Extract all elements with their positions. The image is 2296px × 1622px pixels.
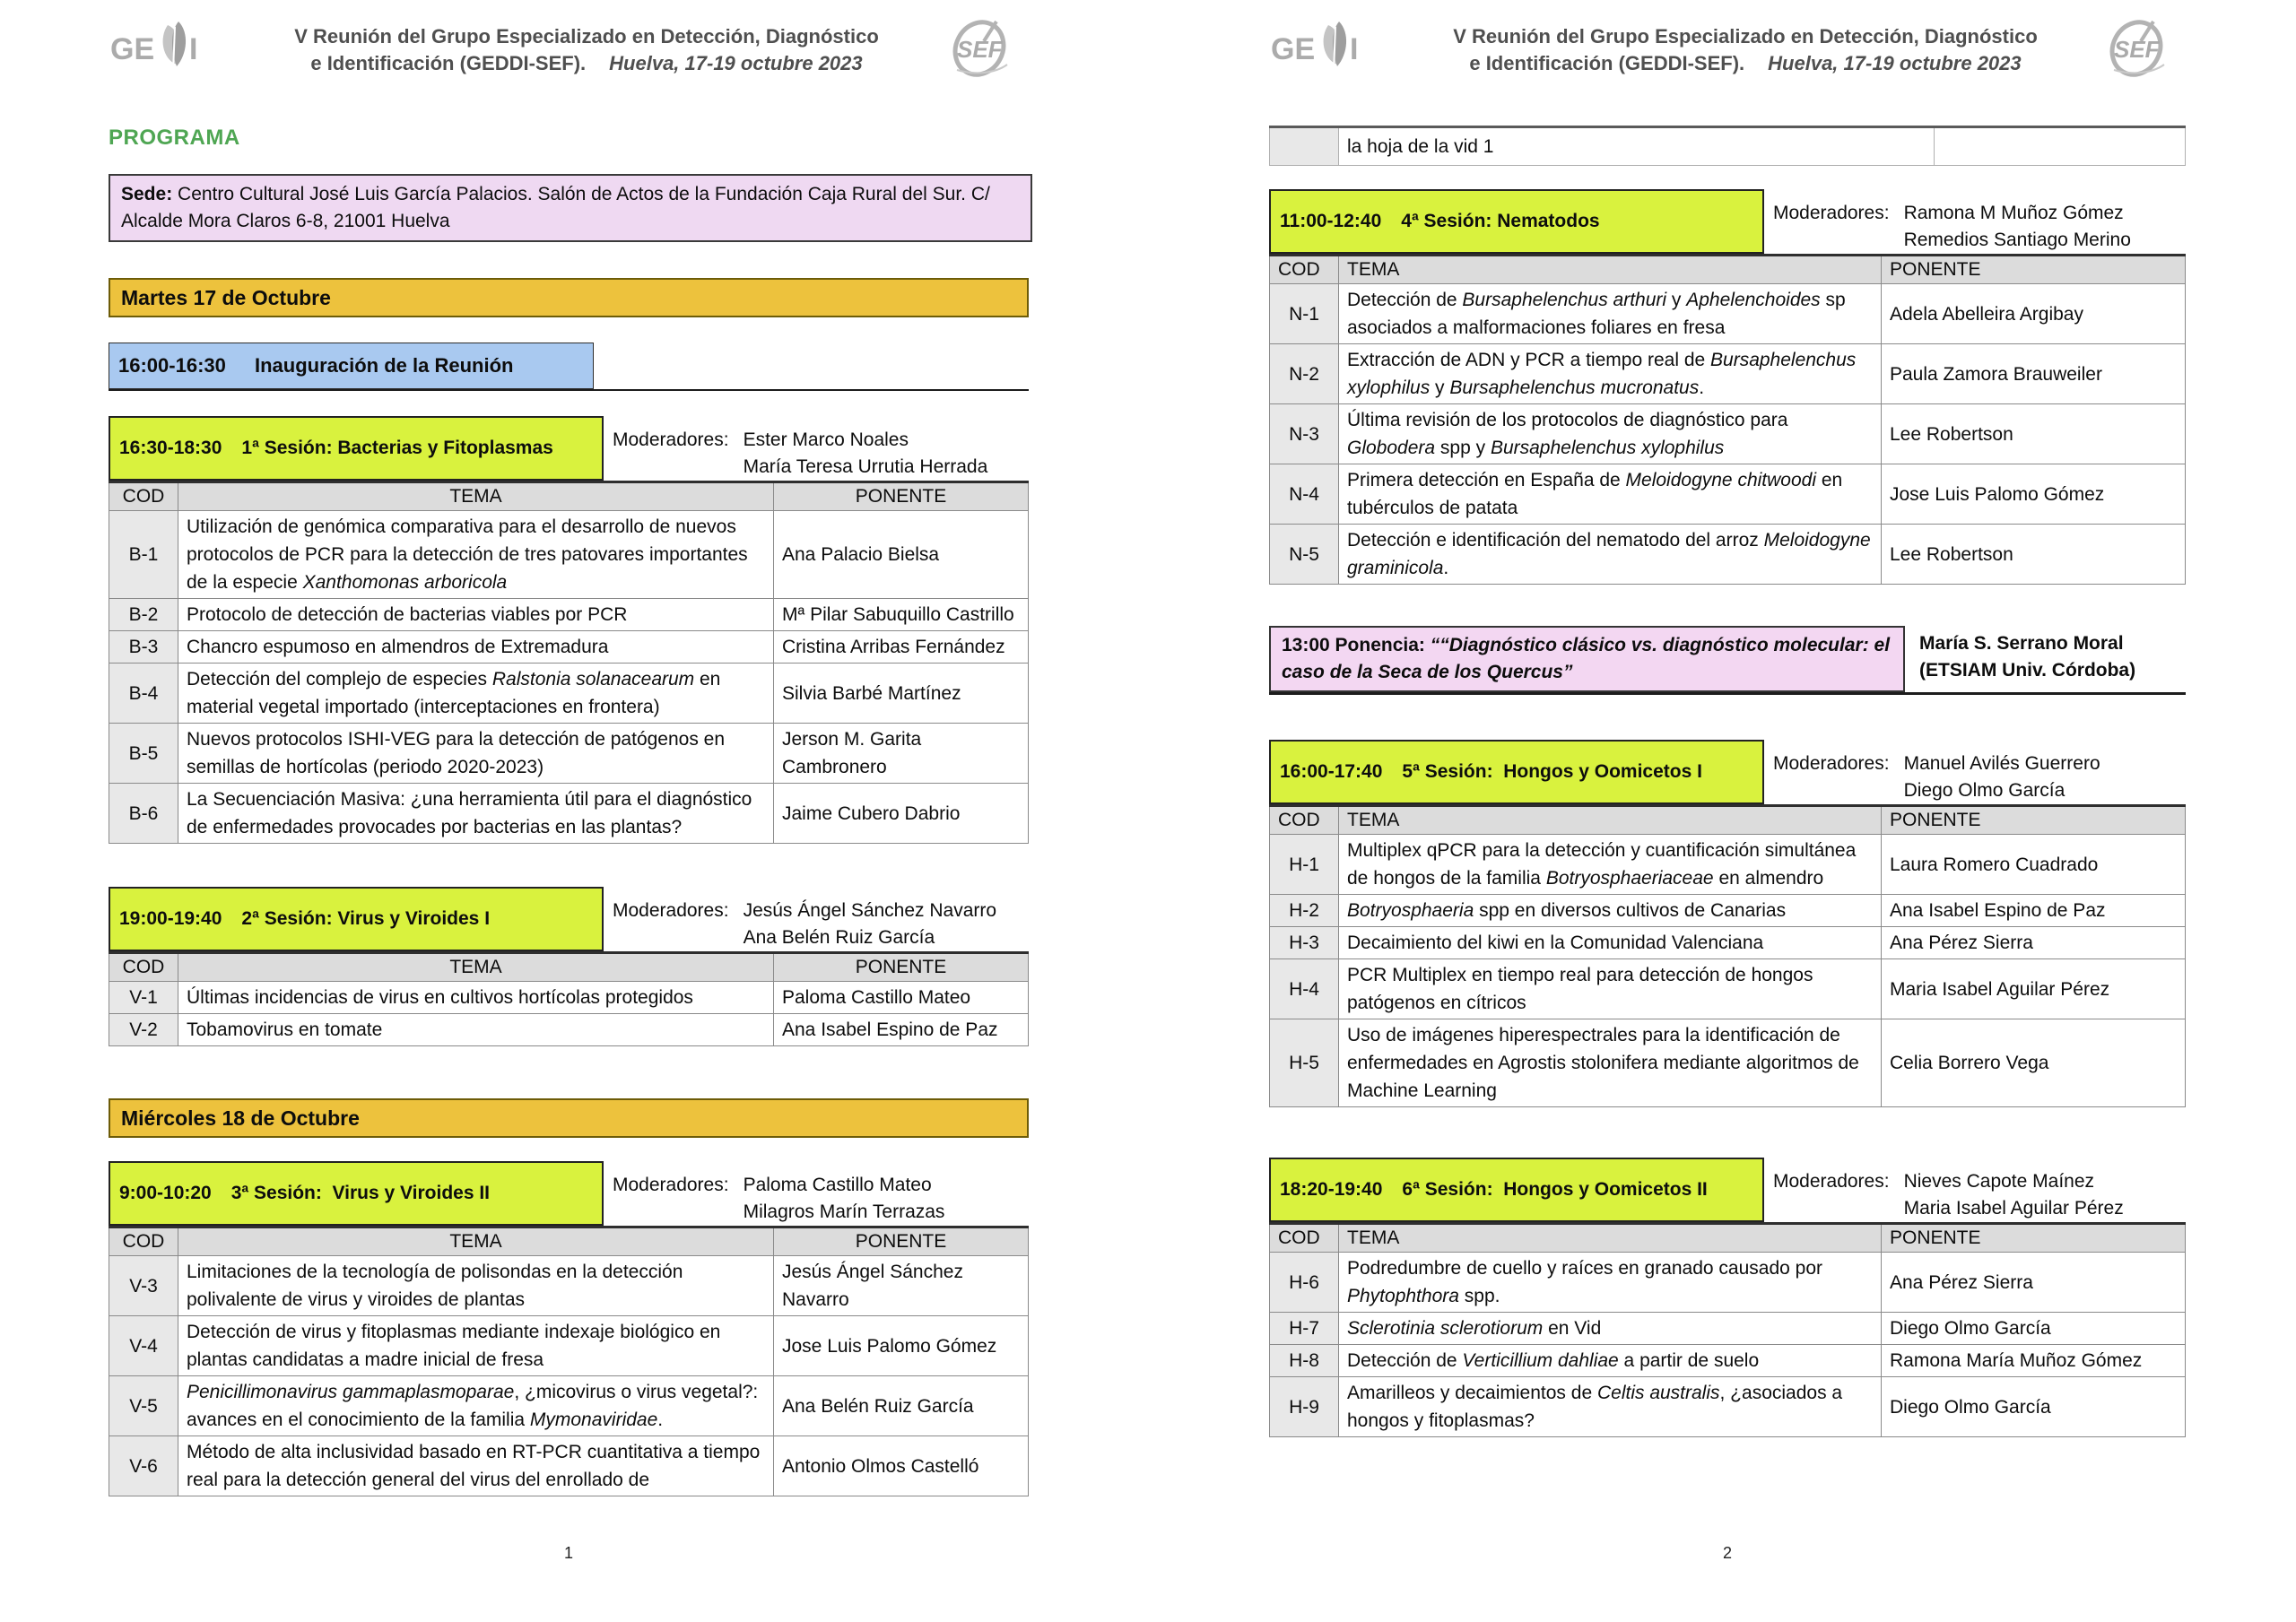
session-title: 2ª Sesión: Virus y Viroides I [241,908,491,929]
sef-logo-text: SEF [957,36,1003,63]
session-title-box [1269,189,1764,254]
moderators-names [1904,200,2131,254]
session-table [109,951,1029,1046]
table-header-row [109,482,1029,511]
cell-cod: H-7 [1270,1313,1339,1345]
session-header-row [1269,740,2186,804]
table-row [1270,895,2186,927]
opening-row [109,343,1029,391]
topic-text: spp en diversos cultivos de Canarias [1474,900,1787,921]
header-ponente: PONENTE [774,482,1029,511]
table-head [1270,256,2186,284]
table-body [109,982,1029,1046]
programa-heading: PROGRAMA [109,126,240,150]
session-3 [109,1161,1029,1496]
cell-tema [178,511,774,599]
species-name: Botryosphaeriaceae [1545,868,1714,889]
topic-text: . [657,1409,664,1430]
topic-text: y [1430,377,1450,398]
cell-cod: N-5 [1270,525,1339,585]
table-head [109,1227,1029,1256]
moderator-name: Manuel Avilés Guerrero [1903,753,2100,774]
table-row [1270,835,2186,895]
cell-ponente: Mª Pilar Sabuquillo Castrillo [774,599,1029,631]
header-tema: TEMA [178,953,774,982]
cell-ponente: Ana Isabel Espino de Paz [774,1014,1029,1046]
topic-text: Nuevos protocolos ISHI-VEG para la detección de patógenos en semillas de hortícolas (periodo 2020-2023) [187,729,726,777]
cell-cod: B-3 [109,631,178,664]
moderator-name: Ester Marco Noales [743,429,909,450]
table-body [1270,284,2186,585]
topic-text: Utilización de genómica comparativa para el desarrollo de nuevos protocolos de PCR para la detección de tres patovares importantes de la especie [187,516,748,593]
header-ponente: PONENTE [1882,1224,2186,1253]
cell-tema [1339,525,1882,585]
session-4 [1269,189,2186,585]
moderator-name: Milagros Marín Terrazas [743,1201,945,1222]
cell-tema [178,599,774,631]
session-title-box [109,1161,604,1226]
cell-cod: B-4 [109,664,178,724]
table-row [109,724,1029,784]
moderators-block [604,887,996,951]
session-6 [1269,1158,2186,1437]
topic-text: sp asociados a malformaciones foliares en fresa [1347,290,1846,338]
moderator-name: Paloma Castillo Mateo [743,1175,932,1195]
cell-ponente: Lee Robertson [1882,525,2186,585]
continuation-row [1269,126,2186,166]
header-ponente: PONENTE [774,953,1029,982]
table-body [1270,1253,2186,1437]
species-name: Verticillium dahliae [1462,1350,1619,1371]
session-time: 9:00-10:20 [119,1183,212,1203]
table-row [1270,1377,2186,1437]
moderators-names [744,898,997,951]
cell-tema [178,1376,774,1436]
session-title: 5ª Sesión: Hongos y Oomicetos I [1402,761,1702,782]
cell-cod: V-4 [109,1316,178,1376]
table-row [109,1376,1029,1436]
cell-tema [1339,404,1882,464]
table-row [109,1256,1029,1316]
sef-logo [2087,18,2186,81]
moderators-label: Moderadores: [1773,203,1890,223]
session-title: 1ª Sesión: Bacterias y Fitoplasmas [241,438,553,458]
table-row [109,631,1029,664]
cell-cod: V-2 [109,1014,178,1046]
topic-text: spp. [1458,1286,1500,1306]
header-tema: TEMA [178,482,774,511]
keynote-speaker: María S. Serrano Moral (ETSIAM Univ. Córdoba) [1919,633,2136,681]
cell-ponente: Diego Olmo García [1882,1313,2186,1345]
cell-cod: B-6 [109,784,178,844]
moderator-name: Maria Isabel Aguilar Pérez [1903,1198,2124,1219]
session-time: 11:00-12:40 [1280,211,1382,231]
session-1 [109,416,1029,844]
table-head [109,482,1029,511]
table-head [1270,1224,2186,1253]
cell-tema [1339,464,1882,525]
cell-ponente: Celia Borrero Vega [1882,1019,2186,1107]
table-row [1270,1253,2186,1313]
topic-text: Detección de [1347,290,1463,310]
header-ponente: PONENTE [1882,256,2186,284]
topic-text: Extracción de ADN y PCR a tiempo real de [1347,350,1711,370]
session-title: 6ª Sesión: Hongos y Oomicetos II [1402,1179,1708,1200]
session-title-box [1269,1158,1764,1222]
species-name: Mymonaviridae [529,1409,658,1430]
table-body [109,1256,1029,1496]
date-bar-wednesday: Miércoles 18 de Octubre [109,1098,1029,1138]
topic-text: y [1666,290,1687,310]
topic-text: a partir de suelo [1618,1350,1760,1371]
keynote-quote: ““Diagnóstico clásico vs. diagnóstico molecular: el caso de la Seca de los Quercus” [1282,635,1891,682]
session-2 [109,887,1029,1046]
species-name: Ralstonia solanacearum [491,669,695,690]
cell-tema [178,724,774,784]
session-title-box [109,887,604,951]
session-table [1269,1222,2186,1437]
cell-cod: V-6 [109,1436,178,1496]
topic-text: en material vegetal importado (interceptaciones en frontera) [187,669,721,717]
topic-text: spp y [1435,438,1491,458]
table-head [109,953,1029,982]
svg-text:GE: GE [110,32,155,66]
table-header-row [1270,806,2186,835]
header-cod: COD [109,1227,178,1256]
conference-title: V Reunión del Grupo Especializado en Detección, Diagnóstico e Identificación (GEDDI-SEF). Huelva, 17-19 octubre 2023 [294,25,879,74]
session-time: 16:30-18:30 [119,438,222,458]
cell-cod: B-2 [109,599,178,631]
moderator-name: Remedios Santiago Merino [1903,230,2131,250]
topic-text: Detección del complejo de especies [187,669,492,690]
cell-tema [178,1436,774,1496]
cell-ponente: Lee Robertson [1882,404,2186,464]
cell-tema [1339,959,1882,1019]
table-row [1270,344,2186,404]
cell-ponente: Ramona María Muñoz Gómez [1882,1345,2186,1377]
moderator-name: Jesús Ángel Sánchez Navarro [743,900,997,921]
document-header [109,0,1029,81]
session-title-box [1269,740,1764,804]
cell-cod: V-1 [109,982,178,1014]
cell-tema [1339,1253,1882,1313]
cell-cod: H-3 [1270,927,1339,959]
topic-text: Protocolo de detección de bacterias viables por PCR [187,604,628,625]
session-table [109,481,1029,844]
table-header-row [1270,1224,2186,1253]
session-header-row [109,887,1029,951]
header-cod: COD [1270,256,1339,284]
cell-tema [1339,927,1882,959]
moderators-label: Moderadores: [613,429,729,450]
moderators-names [744,427,988,481]
session-header-row [109,1161,1029,1226]
sef-logo [930,18,1029,81]
header-ponente: PONENTE [774,1227,1029,1256]
page-2 [1148,0,2296,1622]
topic-text: , ¿micovirus o virus vegetal?: avances en el conocimiento de la familia [187,1382,759,1430]
topic-text: Primera detección en España de [1347,470,1626,490]
session-table [1269,254,2186,585]
cell-tema [1339,1313,1882,1345]
session-title: 3ª Sesión: Virus y Viroides II [230,1183,491,1203]
cell-ponente: Adela Abelleira Argibay [1882,284,2186,344]
moderator-name: María Teresa Urrutia Herrada [743,456,988,477]
opening-title: Inauguración de la Reunión [255,354,514,377]
topic-text: en almendro [1713,868,1824,889]
table-body [1270,835,2186,1107]
species-name: Celtis australis [1596,1383,1720,1403]
continuation-ponente-cell [1935,127,2186,166]
moderators-names [744,1172,945,1226]
topic-text: Método de alta inclusividad basado en RT-PCR cuantitativa a tiempo real para la detección general del virus del enrollado de [187,1442,761,1490]
gedi-logo [109,18,243,77]
cell-ponente: Laura Romero Cuadrado [1882,835,2186,895]
gedi-logo-i: I [1350,32,1359,66]
table-row [109,664,1029,724]
moderators-names [1904,1168,2124,1222]
topic-text: Detección de virus y fitoplasmas mediante indexaje biológico en plantas candidatas a madre inicial de fresa [187,1322,721,1370]
species-name: Xanthomonas arboricola [302,572,508,593]
cell-cod: N-3 [1270,404,1339,464]
cell-tema [1339,344,1882,404]
topic-text: Detección de [1347,1350,1463,1371]
cell-tema [178,1014,774,1046]
cell-tema [1339,1019,1882,1107]
cell-ponente: Jesús Ángel Sánchez Navarro [774,1256,1029,1316]
topic-text: Limitaciones de la tecnología de polisondas en la detección polivalente de virus y viroides de plantas [187,1262,683,1310]
moderator-name: Diego Olmo García [1903,780,2066,801]
cell-tema [178,982,774,1014]
page-number-2: 2 [1722,1544,1732,1562]
venue-text: Centro Cultural José Luis García Palacios. Salón de Actos de la Fundación Caja Rural del Sur. C/ Alcalde Mora Claros 6-8, 21001 Huelva [121,184,990,231]
cell-tema [1339,1345,1882,1377]
moderators-label: Moderadores: [613,1175,729,1195]
table-row [1270,927,2186,959]
topic-text: Multiplex qPCR para la detección y cuantificación simultánea de hongos de la familia [1347,840,1857,889]
table-head [1270,806,2186,835]
cell-tema [178,631,774,664]
session-table [109,1226,1029,1496]
moderators-names [1904,750,2100,804]
session-title-box [109,416,604,481]
species-name: Penicillimonavirus gammaplasmoparae [187,1382,515,1402]
cell-tema [178,1256,774,1316]
continuation-cod-cell [1270,127,1339,166]
species-name: Botryosphaeria [1347,900,1474,921]
cell-ponente: Jose Luis Palomo Gómez [774,1316,1029,1376]
cell-cod: H-4 [1270,959,1339,1019]
keynote-row [1269,626,2186,695]
document-header [1269,0,2186,81]
cell-ponente: Jaime Cubero Dabrio [774,784,1029,844]
table-row [1270,1345,2186,1377]
cell-ponente: Ana Isabel Espino de Paz [1882,895,2186,927]
species-name: Bursaphelenchus mucronatus [1449,377,1700,398]
keynote-box [1269,626,1905,692]
header-cod: COD [1270,1224,1339,1253]
species-name: Bursaphelenchus xylophilus [1347,350,1857,398]
moderator-name: Ramona M Muñoz Gómez [1903,203,2124,223]
species-name: Meloidogyne chitwoodi [1625,470,1816,490]
session-title: 4ª Sesión: Nematodos [1401,211,1600,231]
cell-cod: V-5 [109,1376,178,1436]
table-header-row [109,1227,1029,1256]
conference-title: V Reunión del Grupo Especializado en Detección, Diagnóstico e Identificación (GEDDI-SEF). Huelva, 17-19 octubre 2023 [1453,25,2038,74]
topic-text: Podredumbre de cuello y raíces en granado causado por [1347,1258,1823,1279]
cell-cod: N-4 [1270,464,1339,525]
header-cod: COD [1270,806,1339,835]
species-name: Aphelenchoides [1686,290,1821,310]
topic-text: Últimas incidencias de virus en cultivos hortícolas protegidos [187,987,693,1008]
cell-cod: V-3 [109,1256,178,1316]
moderators-block [604,1161,944,1226]
table-row [1270,959,2186,1019]
page-number-1: 1 [563,1544,573,1562]
cell-ponente: Paula Zamora Brauweiler [1882,344,2186,404]
topic-text: , ¿asociados a hongos y fitoplasmas? [1347,1383,1843,1431]
opening-time: 16:00-16:30 [118,354,226,377]
topic-text: . [1443,558,1449,578]
opening-box [109,343,594,389]
moderator-name: Nieves Capote Maínez [1903,1171,2095,1192]
cell-cod: N-1 [1270,284,1339,344]
header-tema: TEMA [1339,256,1882,284]
topic-text: en Vid [1543,1318,1602,1339]
topic-text: Última revisión de los protocolos de diagnóstico para [1347,410,1788,430]
topic-text: Amarilleos y decaimientos de [1347,1383,1597,1403]
cell-tema [178,784,774,844]
cell-cod: H-1 [1270,835,1339,895]
cell-tema [1339,1377,1882,1437]
table-row [109,511,1029,599]
species-name: Sclerotinia sclerotiorum [1347,1318,1544,1339]
cell-ponente: Paloma Castillo Mateo [774,982,1029,1014]
cell-ponente: Ana Pérez Sierra [1882,927,2186,959]
moderators-label: Moderadores: [1773,1171,1890,1192]
cell-tema [178,664,774,724]
moderators-label: Moderadores: [613,900,729,921]
session-header-row [109,416,1029,481]
species-name: Globodera [1347,438,1436,458]
cell-tema [1339,835,1882,895]
cell-ponente: Diego Olmo García [1882,1377,2186,1437]
session-time: 16:00-17:40 [1280,761,1383,782]
header-tema: TEMA [1339,1224,1882,1253]
topic-text: Detección e identificación del nematodo del arroz [1347,530,1764,551]
header-cod: COD [109,482,178,511]
species-name: Meloidogyne graminicola [1347,530,1871,578]
cell-cod: B-1 [109,511,178,599]
topic-text: PCR Multiplex en tiempo real para detección de hongos patógenos en cítricos [1347,965,1813,1013]
topic-text: Decaimiento del kiwi en la Comunidad Valenciana [1347,932,1764,953]
species-name: Bursaphelenchus xylophilus [1490,438,1725,458]
svg-text:GE: GE [1271,32,1316,66]
moderators-block [1764,189,2131,254]
session-5 [1269,740,2186,1107]
table-row [109,599,1029,631]
table-row [109,1316,1029,1376]
cell-ponente: Antonio Olmos Castelló [774,1436,1029,1496]
sef-logo-text: SEF [2114,36,2160,63]
table-row [109,784,1029,844]
venue-box [109,174,1032,242]
cell-ponente: Jose Luis Palomo Gómez [1882,464,2186,525]
session-time: 19:00-19:40 [119,908,222,929]
table-row [1270,284,2186,344]
gedi-logo [1269,18,1404,77]
topic-text: Uso de imágenes hiperespectrales para la identificación de enfermedades en Agrostis stolonifera mediante algoritmos de Machine Learning [1347,1025,1859,1101]
cell-cod: H-5 [1270,1019,1339,1107]
moderators-block [604,416,987,481]
cell-tema [1339,284,1882,344]
header-cod: COD [109,953,178,982]
cell-ponente: Silvia Barbé Martínez [774,664,1029,724]
topic-text: . [1699,377,1705,398]
continuation-tema-cell: la hoja de la vid 1 [1339,127,1935,166]
table-row [1270,525,2186,585]
moderators-block [1764,1158,2124,1222]
cell-tema [1339,895,1882,927]
species-name: Bursaphelenchus arthuri [1462,290,1667,310]
header-tema: TEMA [1339,806,1882,835]
table-row [109,1436,1029,1496]
date-bar-tuesday: Martes 17 de Octubre [109,278,1029,317]
cell-ponente: Cristina Arribas Fernández [774,631,1029,664]
header-tema: TEMA [178,1227,774,1256]
moderator-name: Ana Belén Ruiz García [743,927,935,948]
table-row [1270,1313,2186,1345]
table-header-row [109,953,1029,982]
species-name: Phytophthora [1347,1286,1459,1306]
table-row [1270,1019,2186,1107]
table-row [109,982,1029,1014]
header-ponente: PONENTE [1882,806,2186,835]
cell-cod: N-2 [1270,344,1339,404]
table-row [109,1014,1029,1046]
cell-ponente: Maria Isabel Aguilar Pérez [1882,959,2186,1019]
topic-text: Chancro espumoso en almendros de Extremadura [187,637,609,657]
topic-text: en tubérculos de patata [1347,470,1843,518]
venue-label: Sede: [121,184,173,204]
session-header-row [1269,1158,2186,1222]
cell-cod: H-2 [1270,895,1339,927]
topic-text: La Secuenciación Masiva: ¿una herramienta útil para el diagnóstico de enfermedades provocades por bacterias en las plantas? [187,789,752,837]
cell-tema [178,1316,774,1376]
cell-cod: H-9 [1270,1377,1339,1437]
cell-ponente: Ana Belén Ruiz García [774,1376,1029,1436]
table-body [109,511,1029,844]
cell-ponente: Ana Palacio Bielsa [774,511,1029,599]
topic-text: Tobamovirus en tomate [187,1019,383,1040]
session-header-row [1269,189,2186,254]
table-header-row [1270,256,2186,284]
cell-cod: H-6 [1270,1253,1339,1313]
moderators-label: Moderadores: [1773,753,1890,774]
gedi-logo-i: I [189,32,198,66]
moderators-block [1764,740,2100,804]
session-table [1269,804,2186,1107]
cell-cod: B-5 [109,724,178,784]
table-row [1270,404,2186,464]
cell-ponente: Ana Pérez Sierra [1882,1253,2186,1313]
table-row [1270,464,2186,525]
keynote-time-label: 13:00 Ponencia: [1282,635,1431,655]
cell-ponente: Jerson M. Garita Cambronero [774,724,1029,784]
session-time: 18:20-19:40 [1280,1179,1383,1200]
cell-cod: H-8 [1270,1345,1339,1377]
